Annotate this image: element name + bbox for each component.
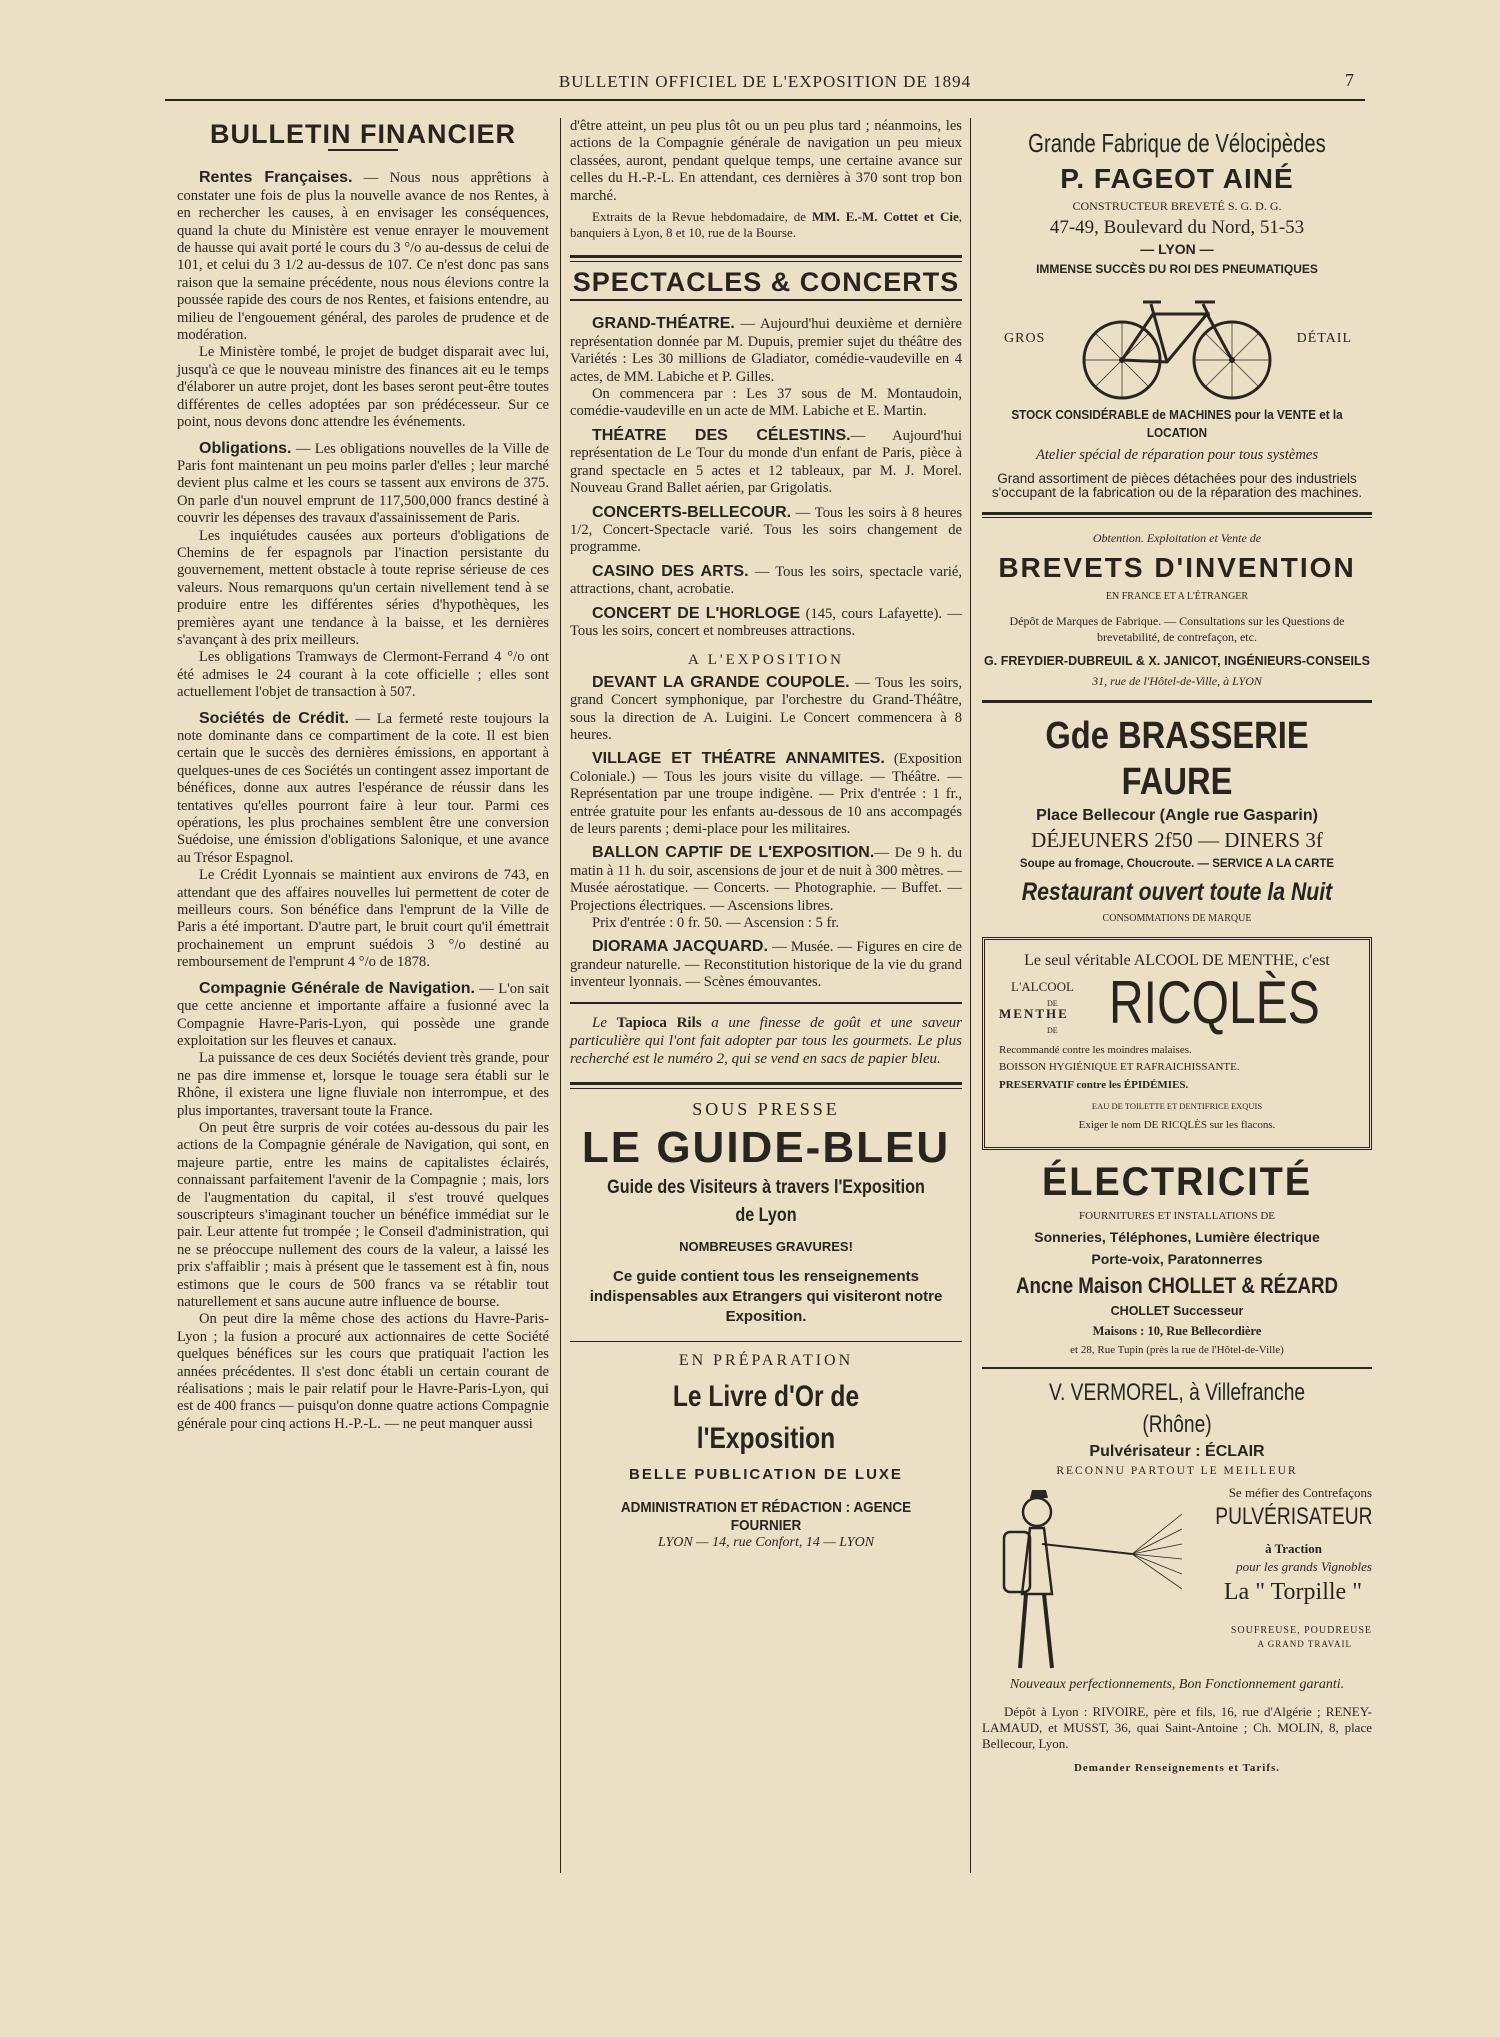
rentes-paragraph-2: Le Ministère tombé, le projet de budget disparait avec lui, jusqu'à ce que le nouveau ministre des finances ait eu le temps d'élaborer un autre projet, dont les bases seront peut-être toutes différentes de celles adoptées par son prédécesseur. Sur ce point, nous devons donc attendre les événements.	[177, 344, 549, 431]
guide-rule	[570, 1341, 962, 1342]
bicycle-icon	[1077, 286, 1277, 402]
rentes-heading: Rentes Françaises.	[199, 169, 353, 187]
tapioca-rule-bottom	[570, 1082, 962, 1089]
village-annamites: VILLAGE ET THÉATRE ANNAMITES. (Exposition Coloniale.) — Tous les jours visite du village. — Théâtre. — Représentation par une troupe indigène. — Prix d'entrée : 1 fr., entrée gratuite pour les enfants au-dessous de 10 ans accompagés de leurs parents ; demi-place pour les militaires.	[570, 750, 962, 837]
fageot-ad: Grande Fabrique de Vélocipèdes P. FAGEOT AINÉ CONSTRUCTEUR BREVETÉ S. G. D. G. 47-49, Boulevard du Nord, 51-53 — LYON — IMMENSE SUCCÈS DU ROI DES PNEUMATIQUES GROS DÉTAIL STOCK CONSIDÉRABLE de MACHINES pour la VENTE et la LOCATION Atelier spécial de réparation pour tous systèmes Grand assortiment de pièces détachées pour des industriels s'occupant de la fabrication ou de la réparation des machines.	[982, 126, 1372, 500]
electricite-ad: ÉLECTRICITÉ FOURNITURES ET INSTALLATIONS DE Sonneries, Téléphones, Lumière électrique Porte-voix, Paratonnerres Ancne Maison CHOLLET & RÉZARD CHOLLET Successeur Maisons : 10, Rue Bellecordière et 28, Rue Tupin (près la rue de l'Hôtel-de-Ville)	[982, 1158, 1372, 1360]
obligations-paragraph-2: Les inquiétudes causées aux porteurs d'obligations de Chemins de fer espagnols par l'inaction persistante du gouvernement, mettent obstacle à toute reprise sérieuse de ces valeurs. Nous remarquons qu'un certain nivellement tend à se produire entre les différentes séries d'hypothèques, les premières ayant une tendance à la baisse, et les dernières s'avançant à des prix meilleurs.	[177, 527, 549, 648]
administration: ADMINISTRATION ET RÉDACTION : AGENCE FOURNIER	[620, 1499, 912, 1534]
column-divider-2	[970, 118, 971, 1873]
celestins: THÉATRE DES CÉLESTINS.— Aujourd'hui représentation de Le Tour du monde d'un enfant de Paris, pièce à grand spectacle en 5 actes et 12 tableaux, par M. J. Morel. Nouveau Grand Ballet aérien, par Grigolatis.	[570, 426, 963, 497]
column-spectacles	[570, 118, 962, 1552]
guide-bleu-title: LE GUIDE-BLEU	[581, 1123, 951, 1173]
tapioca-rule-top	[570, 1002, 962, 1004]
sous-presse-label: SOUS PRESSE	[692, 1098, 840, 1119]
column-divider-1	[560, 118, 561, 1873]
concert-horloge: CONCERT DE L'HORLOGE (145, cours Lafayette). — Tous les soirs, concert et nombreuses attractions.	[570, 604, 962, 639]
ad-rule-3	[982, 1367, 1372, 1369]
electricite-title: ÉLECTRICITÉ	[1041, 1159, 1313, 1204]
tapioca-ad: Le Tapioca Rils a une finesse de goût et une saveur particulière qui l'ont fait adopter par tous les gourmets. Le plus recherché est le numéro 2, qui se vend en sacs de papier bleu.	[570, 1014, 962, 1067]
bicycle-illustration	[982, 284, 1372, 404]
ricqles-ad: Le seul véritable ALCOOL DE MENTHE, c'est L'ALCOOL DE MENTHE DE RICQLÈS Recommandé contre les moindres malaises. BOISSON HYGIÉNIQUE ET RAFRAICHISSANTE. PRESERVATIF contre les ÉPIDÉMIES. EAU DE TOILETTE ET DENTIFRICE EXQUIS Exiger le nom DE RICQLÈS sur les flacons.	[982, 937, 1372, 1149]
spectacles-title: SPECTACLES & CONCERTS	[572, 267, 960, 298]
fageot-name: P. FAGEOT AINÉ	[1060, 163, 1294, 194]
guide-description: Ce guide contient tous les renseignements indispensables aux Etrangers qui visiteront notre Exposition.	[589, 1268, 943, 1326]
vermorel-title: V. VERMOREL, à Villefranche (Rhône)	[1048, 1379, 1306, 1439]
sprayer-man-icon	[982, 1484, 1182, 1674]
ad-rule-2	[982, 700, 1372, 703]
grande-coupole: DEVANT LA GRANDE COUPOLE. — Tous les soirs, grand Concert symphonique, par l'orchestre du Grand-Théâtre, sous la direction de A. Luigini. Le Concert commencera à 8 heures.	[570, 673, 962, 743]
guide-gravures: NOMBREUSES GRAVURES!	[679, 1239, 853, 1255]
preparation-label: EN PRÉPARATION	[678, 1352, 854, 1370]
credit-paragraph-2: Le Crédit Lyonnais se maintient aux environs de 743, en attendant que des affaires nouvelles lui permettent de coter de meilleurs cours. Son bénéfice dans l'emprunt de la Ville de Paris a été important. D'autre part, le bruit court qu'il émettrait prochainement un emprunt suédois 3 °/o destiné au remboursement de l'emprunt 4 °/o de 1878.	[177, 867, 549, 971]
ad-rule-1	[982, 512, 1372, 518]
column-financial	[177, 118, 549, 1433]
diorama-jacquard: DIORAMA JACQUARD. — Musée. — Figures en cire de grandeur naturelle. — Reconstitution historique de la vie du grand inventeur lyonnais. — Scènes émouvantes.	[570, 938, 962, 991]
continuation-paragraph: d'être atteint, un peu plus tôt ou un peu plus tard ; néanmoins, les actions de la Compagnie générale de navigation un peu mieux classées, auront, pendant quelque temps, une certaine avance sur celles du H.-P.-L. En attendant, ces dernières à 370 sont trop bon marché.	[570, 118, 962, 204]
credit-paragraph: Sociétés de Crédit. — La fermeté reste toujours la note dominante dans ce compartiment de la cote. Il est bien certain que le succès des dernières émissions, en apportant à quelques-unes de ces Sociétés un contingent assez important de bénéfices, donne aux autres l'espérance de réussir dans les tentatives qu'elles pourront faire à leur tour. Parmi ces opérations, les plus prochaines semblent être une conversion Suédoise, une émission d'obligations Salonique, et une avance au Trésor Espagnol.	[177, 709, 549, 866]
credit-heading: Sociétés de Crédit.	[199, 709, 349, 727]
page-header	[165, 70, 1365, 100]
livre-title: Le Livre d'Or de l'Exposition	[672, 1379, 860, 1455]
grand-theatre: GRAND-THÉATRE. — Aujourd'hui deuxième et dernière représentation donnée par M. Dupuis, premier sujet du théâtre des Variétés : Les 30 millions de Gladiator, comédie-vaudeville en 4 actes, de MM. Labiche et P. Gilles.	[570, 315, 962, 385]
guide-subtitle: Guide des Visiteurs à travers l'Exposition de Lyon	[607, 1177, 925, 1227]
ballon-price: Prix d'entrée : 0 fr. 50. — Ascension : 5 fr.	[592, 915, 840, 932]
livre-subtitle: BELLE PUBLICATION DE LUXE	[629, 1465, 903, 1483]
financial-title: BULLETIN FINANCIER	[210, 119, 516, 149]
navigation-paragraph-2: La puissance de ces deux Sociétés devient très grande, pour ne pas dire immense et, lorsque le touage sera établi sur le Rhône, il existera une ligne fluviale non interrompue, et des plus importantes, traversant toute la France.	[177, 1050, 549, 1119]
rentes-paragraph: Rentes Françaises. — Nous nous apprêtions à constater une fois de plus la nouvelle avance de nos Rentes, à en rechercher les causes, à en envisager les conséquences, quand la chute du Ministère est venue enrayer le mouvement de hausse qui avait porté le cours du 3 °/o au-dessus de celui de 101, et celui du 3 1/2 au-dessus de 107. Ce n'est donc pas sans raison que la semaine précédente, nous nous élevions contre la poussée rapide des cours de nos Rentes, et faisions entendre, au milieu de l'engouement général, des paroles de prudence et de modération.	[177, 169, 549, 344]
sprayer-illustration: Se méfier des Contrefaçons PULVÉRISATEUR à Traction pour les grands Vignobles La " Torpille " SOUFREUSE, POUDREUSE A GRAND TRAVAIL	[982, 1484, 1372, 1674]
casino-des-arts: CASINO DES ARTS. — Tous les soirs, spectacle varié, attractions, chant, acrobatie.	[570, 562, 963, 598]
obligations-heading: Obligations.	[199, 439, 292, 457]
spectacles-rule	[570, 299, 962, 301]
exposition-heading: A L'EXPOSITION	[688, 652, 844, 669]
section-rule	[570, 255, 962, 262]
brasserie-ad: Gde BRASSERIE FAURE Place Bellecour (Angle rue Gasparin) DÉJEUNERS 2f50 — DINERS 3f Soupe au fromage, Choucroute. — SERVICE A LA CARTE Restaurant ouvert toute la Nuit CONSOMMATIONS DE MARQUE	[982, 713, 1372, 927]
grand-theatre-2: On commencera par : Les 37 sous de M. Montaudoin, comédie-vaudeville en un acte de MM. Labiche et E. Martin.	[570, 386, 962, 420]
concerts-bellecour: CONCERTS-BELLECOUR. — Tous les soirs à 8 heures 1/2, Concert-Spectacle varié. Tous les soirs changement de programme.	[570, 503, 962, 556]
navigation-paragraph: Compagnie Générale de Navigation. — L'on sait que cette ancienne et importante affaire a fusionné avec la Compagnie Havre-Paris-Lyon, qui possède une grande exploitation sur les fleuves et canaux.	[177, 979, 549, 1049]
vermorel-ad: V. VERMOREL, à Villefranche (Rhône) Pulvérisateur : ÉCLAIR RECONNU PARTOUT LE MEILLEUR Se méfier des Contrefaçons PULVÉRISATEUR à Traction pour les grands Vignobles La " Torpille " SOUFREUSE, POUDREUSE A GRAND TRAVAIL Nouveaux perfectionnements, Bon Fonctionnement garanti. Dépôt à Lyon : RIVOIRE, père et fils, 16, rue d'Algérie ; RENEY-LAMAUD, et MUSST, 36, quai Saint-Antoine ; Ch. MOLIN, 8, place Bellecour, Lyon. Demander Renseignements et Tarifs.	[982, 1379, 1372, 1774]
navigation-paragraph-3: On peut être surpris de voir cotées au-dessous du pair les actions de la Compagnie générale de Navigation, qui sont, en majeure partie, entre les mains de capitalistes éclairés, connaissant parfaitement l'avenir de la Compagnie ; mais, lors de l'augmentation du capital, il s'est trouvé quelques souscripteurs s'imaginant toucher un bénéfice immédiat sur le pair. Leur attente fut trompée ; le Conseil d'administration, qui ne se préoccupe nullement des cours de la valeur, a laissé les prix s'affaiblir ; mais à présent que le tassement est à fin, nous estimons que le cours de 500 francs va se rétablir tout naturellement et sans aucune autre influence de bourse.	[177, 1119, 549, 1310]
obligations-paragraph-3: Les obligations Tramways de Clermont-Ferrand 4 °/o ont été admises le 24 courant à la cote officielle ; elles sont actuellement l'objet de transaction à 507.	[177, 649, 549, 701]
running-title: BULLETIN OFFICIEL DE L'EXPOSITION DE 1894	[558, 72, 972, 91]
brevets-title: BREVETS D'INVENTION	[998, 551, 1356, 583]
ricqles-name: RICQLÈS	[1109, 968, 1320, 1036]
title-rule	[328, 149, 398, 151]
navigation-paragraph-4: On peut dire la même chose des actions du Havre-Paris-Lyon ; la fusion a procuré aux actionnaires de cette Société quelques bénéfices sur les cours que pratiquait l'action les années précédentes. Il s'est donc établi un certain courant de réalisations ; mais le pair relatif pour le Havre-Paris-Lyon, qui est de 400 francs — puisqu'on donne quatre actions Compagnie générale pour cinq actions H.-P.-L. — ne peut manquer aussi	[177, 1311, 549, 1432]
navigation-heading: Compagnie Générale de Navigation.	[199, 979, 475, 997]
ricqles-logo: L'ALCOOL DE MENTHE DE RICQLÈS	[999, 968, 1320, 1036]
brasserie-title: Gde BRASSERIE FAURE	[1045, 715, 1309, 804]
column-advertisements	[982, 118, 1372, 1779]
brevets-ad: Obtention. Exploitation et Vente de BREVETS D'INVENTION EN FRANCE ET A L'ÉTRANGER Dépôt de Marques de Fabrique. — Consultations sur les Questions de brevetabilité, de contrefaçon, etc. G. FREYDIER-DUBREUIL & X. JANICOT, INGÉNIEURS-CONSEILS 31, rue de l'Hôtel-de-Ville, à LYON	[982, 530, 1372, 690]
detail-label: DÉTAIL	[1296, 331, 1352, 347]
obligations-paragraph: Obligations. — Les obligations nouvelles de la Ville de Paris font maintenant un peu moins parler d'elles ; leur marché devient plus calme et les cours se tassent aux environs de 375. On parle d'un nouvel emprunt de 117,500,000 francs destiné à couvrir les dépenses des travaux d'assainissement de Paris.	[177, 439, 549, 527]
administration-address: LYON — 14, rue Confort, 14 — LYON	[657, 1535, 875, 1551]
extract-note: Extraits de la Revue hebdomadaire, de MM. E.-M. Cottet et Cie, banquiers à Lyon, 8 et 10, rue de la Bourse.	[570, 209, 962, 241]
gros-label: GROS	[1004, 331, 1046, 347]
page-number: 7	[1345, 70, 1355, 90]
ballon-captif: BALLON CAPTIF DE L'EXPOSITION.— De 9 h. du matin à 11 h. du soir, ascensions de jour et de nuit à 300 mètres. — Musée aérostatique. — Concerts. — Photographie. — Buffet. — Projections électriques. — Ascensions libres.	[570, 844, 963, 914]
header-rule	[165, 99, 1365, 101]
